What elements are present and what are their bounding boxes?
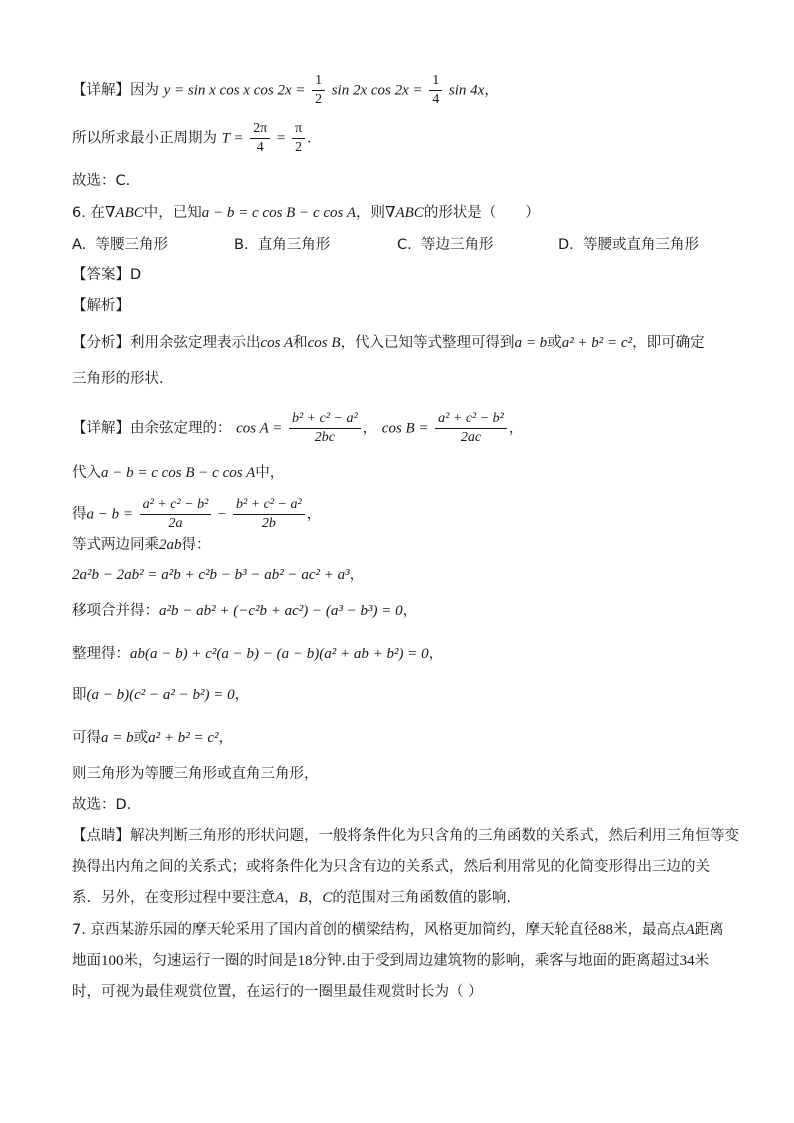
q7-line-3: 时，可视为最佳观赏位置，在运行的一圈里最佳观赏时长为（ ） [72,984,483,1000]
number: 18 [297,953,313,969]
option-d [558,234,699,256]
q5-detail-line [72,72,499,109]
equation: (a − b)(c² − a² − b²) = 0 [86,687,235,703]
option-letter: A. [72,237,87,253]
fraction [312,72,325,109]
equation: a = b [514,335,548,351]
triangle-symbol: ∇ABC [104,205,144,221]
ji-line [72,684,249,706]
analysis-label: 【分析】 [72,335,130,351]
dianjing-label: 【点睛】 [72,828,130,844]
equation: sin 4x [448,82,485,99]
text: 利用余弦定理表示出 [130,335,261,351]
option-letter: B. [234,237,249,253]
denominator: 2 [292,138,305,157]
text: 7. 京西某游乐园的摩天轮采用了国内首创的横梁结构，风格更加简约，摩天轮直径 [72,922,598,938]
text: 或 [133,730,149,746]
equation: T = [221,130,244,147]
punct: ， [508,420,524,437]
number: 100 [101,953,124,969]
text: ，则 [356,205,385,221]
result-line [72,727,233,749]
get-line [72,496,321,533]
triangle-symbol: ∇ABC [385,205,424,221]
text: 6. 在 [72,205,105,221]
punct: ， [234,687,250,703]
fraction [435,410,507,447]
punct: ， [218,730,234,746]
q5-choose: 故选：C. [72,173,131,189]
point-a: A [685,922,695,938]
analysis-line-2: 三角形的形状. [72,371,164,387]
equation: a − b = c cos B − c cos A [101,465,256,481]
denominator: 2bc [289,428,361,447]
numerator: a² + c² − b² [438,411,504,426]
text: 因为 [130,82,159,99]
option-text: 等腰三角形 [95,237,168,253]
denominator: 4 [429,90,442,109]
text: 整理得： [72,646,130,662]
equation: a = b [101,730,134,746]
option-text: 直角三角形 [257,237,331,253]
fraction [429,72,442,109]
text: 即 [72,687,87,703]
text: 的形状是（ ） [423,205,540,221]
analysis-line-1 [72,332,705,354]
text: 或 [547,335,562,351]
text: 等式两边同乘 [72,537,159,553]
equation: a²b − ab² + (−c²b + ac²) − (a³ − b³) = 0 [159,603,403,619]
equation: sin 2x cos 2x = [331,82,423,99]
number: 88 [597,922,613,938]
equals: = [276,130,286,147]
equation: a − b = [86,506,133,523]
q6-stem [72,202,540,224]
expand-line [72,564,364,586]
denominator: 2b [233,514,305,533]
substitute-line [72,462,284,484]
choose-line: 故选：D. [72,797,132,813]
equation: a² + b² = c² [561,335,633,351]
text: 距离 [694,922,724,938]
punct: ， [306,506,322,523]
answer-value: D [130,267,142,283]
text: 分钟.由于受到周边建筑物的影响，乘客与地面的距离超过 [312,953,680,969]
punct: ， [349,567,365,583]
option-a [72,234,168,256]
dianjing-line-1 [72,825,739,847]
numerator: π [294,121,303,136]
numerator: 1 [432,73,440,88]
text: 移项合并得： [72,603,159,619]
numerator: a² + c² − b² [142,497,209,512]
text: 米，最高点 [612,922,686,938]
text: 中，已知 [143,205,202,221]
equation: cos A = [236,420,283,437]
text: 得 [72,506,87,523]
fraction [233,496,305,533]
option-letter: D. [558,237,574,253]
equation: y = sin x cos x cos 2x = [163,82,306,99]
text: 解决判断三角形的形状问题，一般将条件化为只含角的三角函数的关系式，然后利用三角恒等变 [130,828,739,844]
equation: a − b = c cos B − c cos A [201,205,356,221]
answer-line [72,264,141,286]
dianjing-line-3: 系．另外，在变形过程中要注意A，B，C的范围对三角函数值的影响. [72,890,511,906]
text: ，代入已知等式整理可得到 [340,335,515,351]
equation: cos B = [381,420,429,437]
denominator: 2 [312,90,325,109]
equation: ab(a − b) + c²(a − b) − (a − b)(a² + ab + b²) = 0 [130,646,429,662]
detail-label: 【详解】 [72,420,130,437]
equation: 2ab [159,537,182,553]
punct: ， [428,646,444,662]
text: 中， [255,465,285,481]
denominator: 4 [250,138,270,157]
text: 代入 [72,465,101,481]
equation: cos B [307,335,341,351]
equation: a² + b² = c² [148,730,219,746]
text: 得： [181,537,211,553]
detail-label: 【详解】 [72,82,130,99]
denominator: 2a [140,514,212,533]
text: ，即可确定 [632,335,705,351]
q7-line-1 [72,919,724,941]
option-letter: C. [397,237,412,253]
fraction [289,410,361,447]
angle-b: B [298,890,308,906]
punct: ， [362,420,378,437]
arrange-line [72,643,443,665]
punct: ， [484,82,499,99]
text: 可得 [72,730,101,746]
number: 34 [679,953,695,969]
denominator: 2ac [435,428,507,447]
text: 地面 [72,953,101,969]
detail-cosine-line [72,410,523,447]
move-line [72,600,417,622]
jiexi-label: 【解析】 [72,298,130,314]
numerator: b² + c² − a² [236,497,302,512]
text: 和 [293,335,308,351]
numerator: 1 [315,73,323,88]
text: 米，匀速运行一圈的时间是 [123,953,298,969]
text: 系．另外，在变形过程中要注意 [72,890,275,906]
dianjing-line-2: 换得出内角之间的关系式；或将条件化为只含有边的关系式，然后利用常见的化简变形得出三边的关 [72,859,710,875]
minus: − [217,506,227,523]
punct: . [307,130,312,147]
fraction [292,120,305,157]
equation: 2a²b − 2ab² = a²b + c²b − b³ − ab² − ac² + a³ [72,567,350,583]
text: 所以所求最小正周期为 [72,130,217,147]
numerator: b² + c² − a² [291,411,358,426]
answer-label: 【答案】 [72,267,130,283]
fraction [140,496,212,533]
q7-line-2 [72,950,709,972]
option-text: 等边三角形 [420,237,494,253]
multiply-line [72,534,211,556]
text: 米 [694,953,710,969]
option-b [234,234,330,256]
numerator: 2π [253,121,268,136]
conclusion-line: 则三角形为等腰三角形或直角三角形， [72,766,319,782]
punct: ， [402,603,418,619]
q5-period-line [72,120,312,157]
fraction [250,120,270,157]
angle-c: C [322,890,333,906]
equation: cos A [260,335,294,351]
text: 的范围对三角函数值的影响. [332,890,511,906]
option-text: 等腰或直角三角形 [583,237,699,253]
text: 由余弦定理的： [130,420,232,437]
angle-a: A [275,890,285,906]
option-c [397,234,493,256]
